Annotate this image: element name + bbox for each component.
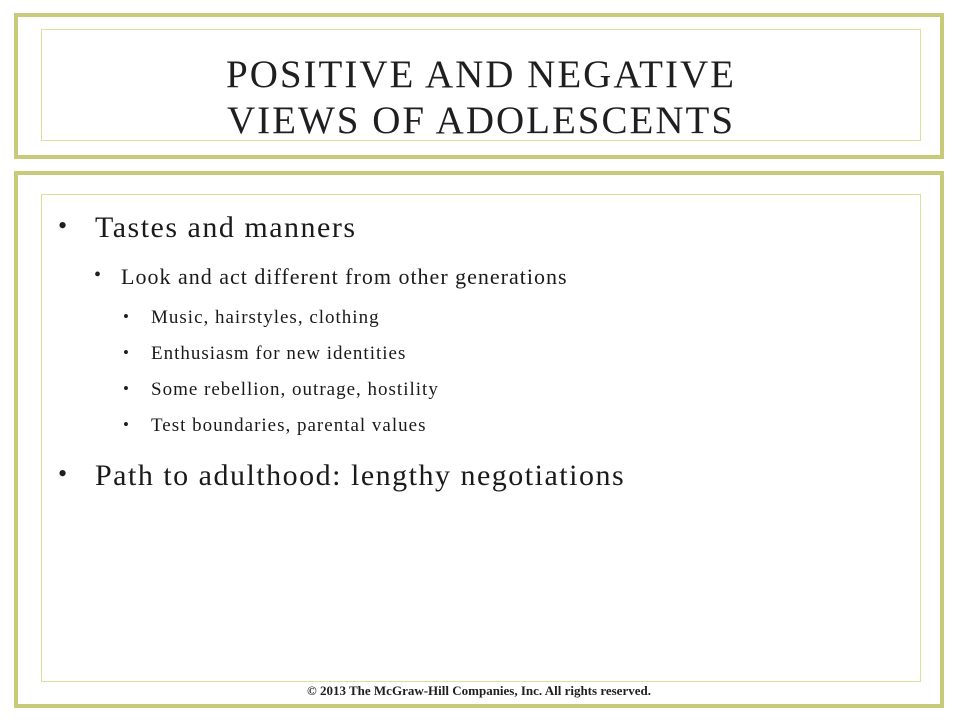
bullet-dot-icon: • (58, 459, 69, 488)
content-inner-frame (41, 194, 921, 682)
title-inner-frame (41, 29, 921, 141)
bullet-item (123, 415, 427, 437)
bullet-text: Test boundaries, parental values (151, 415, 427, 436)
bullet-item (94, 264, 568, 290)
bullet-dot-icon: • (123, 415, 130, 434)
bullet-dot-icon: • (58, 211, 69, 240)
bullet-text: Tastes and manners (95, 211, 357, 244)
bullet-dot-icon: • (123, 307, 130, 326)
copyright-footer: © 2013 The McGraw-Hill Companies, Inc. All rights reserved. (307, 683, 651, 698)
content-frame (14, 171, 944, 708)
bullet-dot-icon: • (123, 379, 130, 398)
slide-title (42, 52, 920, 144)
bullet-item (123, 307, 380, 329)
bullet-text: Path to adulthood: lengthy negotiations (95, 459, 626, 492)
slide-title-line-1: POSITIVE AND NEGATIVE (226, 53, 736, 96)
bullet-text: Music, hairstyles, clothing (151, 307, 380, 328)
bullet-text: Some rebellion, outrage, hostility (151, 379, 439, 400)
bullet-item (123, 379, 439, 401)
bullet-item (123, 343, 407, 365)
bullet-dot-icon: • (123, 343, 130, 362)
bullet-dot-icon: • (94, 264, 103, 286)
title-frame (14, 13, 944, 159)
bullet-item (58, 211, 357, 245)
bullet-text: Enthusiasm for new identities (151, 343, 407, 364)
bullet-item (58, 459, 626, 493)
bullet-text: Look and act different from other generations (121, 264, 568, 289)
slide-title-line-2: VIEWS OF ADOLESCENTS (226, 99, 736, 142)
